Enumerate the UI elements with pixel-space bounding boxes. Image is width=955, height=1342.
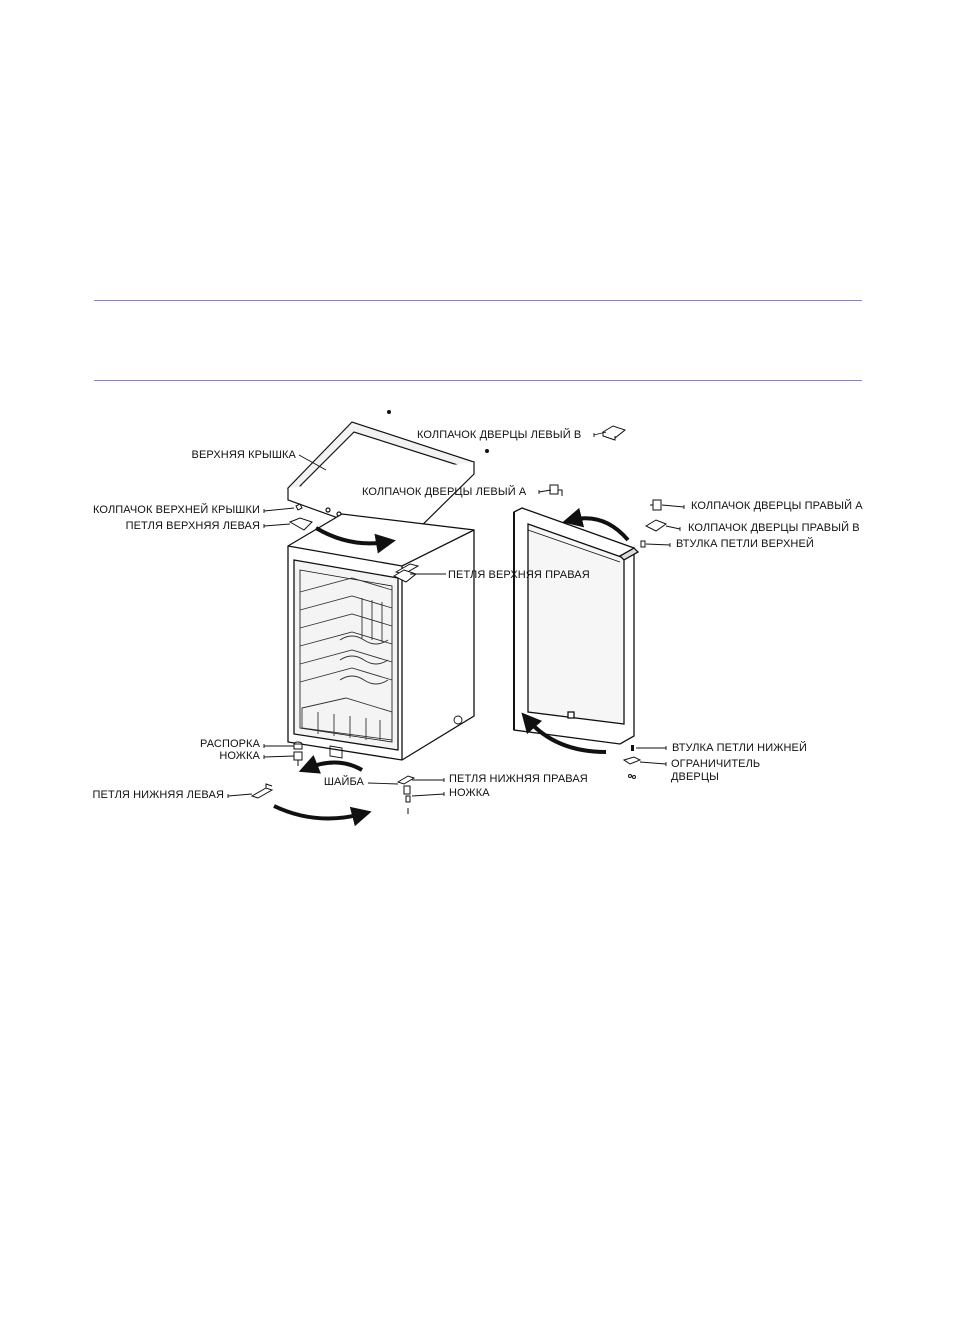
upper-left-hinge-icon: [290, 518, 312, 530]
label-door-cap-right-a: КОЛПАЧОК ДВЕРЦЫ ПРАВЫЙ А: [691, 500, 863, 512]
label-door-stop-line2: ДВЕРЦЫ: [671, 771, 719, 783]
label-foot-right: НОЖКА: [449, 787, 490, 799]
door-stop-icon: [624, 757, 640, 779]
label-door-stop-line1: ОГРАНИЧИТЕЛЬ: [671, 758, 761, 770]
cabinet-body: [288, 514, 474, 760]
upper-hinge-bushing-icon: [641, 541, 645, 547]
spacer-icon: [294, 742, 302, 749]
label-washer: ШАЙБА: [323, 776, 364, 788]
label-upper-hinge-bushing: ВТУЛКА ПЕТЛИ ВЕРХНЕЙ: [676, 538, 814, 550]
label-lower-hinge-bushing: ВТУЛКА ПЕТЛИ НИЖНЕЙ: [672, 742, 807, 754]
label-door-cap-left-a: КОЛПАЧОК ДВЕРЦЫ ЛЕВЫЙ А: [362, 486, 527, 498]
label-top-cover: ВЕРХНЯЯ КРЫШКА: [191, 449, 296, 461]
label-upper-left-hinge: ПЕТЛЯ ВЕРХНЯЯ ЛЕВАЯ: [125, 520, 260, 532]
lower-hinge-bushing-icon: [631, 745, 634, 751]
door-cap-right-a-icon: [650, 500, 661, 510]
lower-right-hinge-icon: [398, 776, 414, 814]
label-lower-right-hinge: ПЕТЛЯ НИЖНЯЯ ПРАВАЯ: [449, 773, 588, 785]
label-door-cap-right-b: КОЛПАЧОК ДВЕРЦЫ ПРАВЫЙ В: [688, 522, 860, 534]
foot-left-icon: [294, 752, 302, 766]
label-upper-right-hinge: ПЕТЛЯ ВЕРХНЯЯ ПРАВАЯ: [448, 569, 590, 581]
door-part: [514, 508, 638, 744]
door-cap-left-a-icon: [550, 485, 562, 496]
label-door-cap-left-b: КОЛПАЧОК ДВЕРЦЫ ЛЕВЫЙ В: [417, 429, 582, 441]
label-foot-left: НОЖКА: [219, 750, 260, 762]
door-cap-right-b-icon: [646, 520, 666, 531]
label-lower-left-hinge: ПЕТЛЯ НИЖНЯЯ ЛЕВАЯ: [92, 789, 224, 801]
lower-left-hinge-icon: [252, 784, 272, 798]
door-cap-left-b-icon: [603, 426, 625, 440]
label-top-cover-cap: КОЛПАЧОК ВЕРХНЕЙ КРЫШКИ: [93, 504, 260, 516]
label-spacer: РАСПОРКА: [200, 738, 260, 750]
